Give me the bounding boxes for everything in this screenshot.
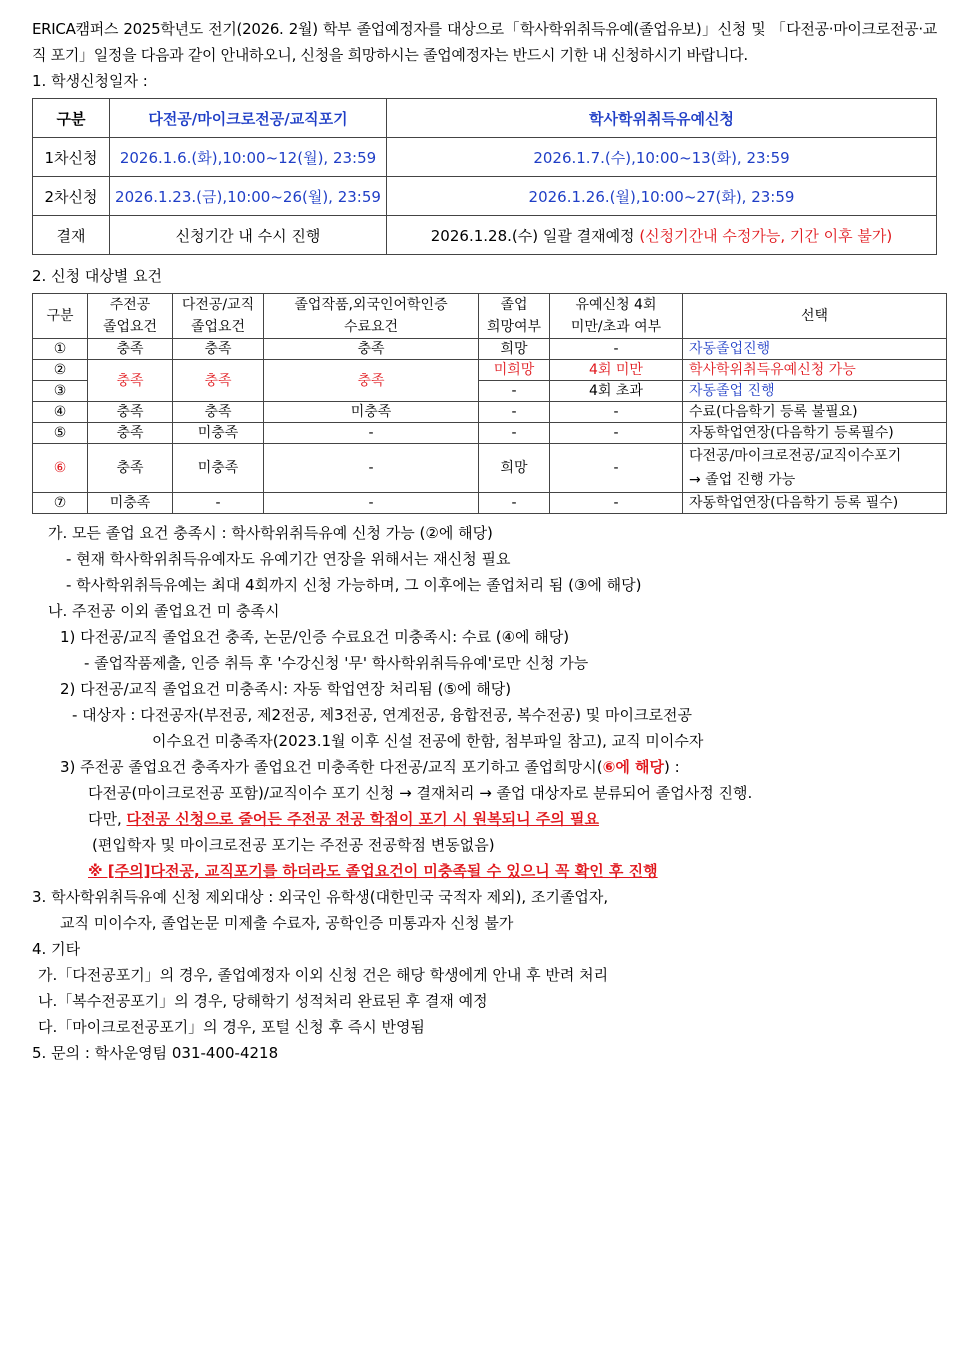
req-cell: 희망 bbox=[479, 339, 550, 360]
schedule-cell: 2026.1.6.(화),10:00~12(월), 23:59 bbox=[110, 138, 387, 177]
note-line: - 현재 학사학위취득유예자도 유예기간 연장을 위해서는 재신청 필요 bbox=[66, 550, 511, 568]
req-no: ⑥ bbox=[33, 444, 88, 493]
req-no: ② bbox=[33, 360, 88, 381]
req-header: 선택 bbox=[683, 294, 947, 339]
note-line: 이수요건 미충족자(2023.1월 이후 신설 전공에 한함, 첨부파일 참고), 교직 미이수자 bbox=[152, 732, 704, 750]
section-4-item: 다.「마이크로전공포기」의 경우, 포털 신청 후 즉시 반영됨 bbox=[38, 1018, 425, 1036]
section-2-title: 2. 신청 대상별 요건 bbox=[32, 267, 163, 285]
section-1-title: 1. 학생신청일자 : bbox=[32, 72, 148, 90]
req-header: 졸업 희망여부 bbox=[479, 294, 550, 339]
req-cell-merged: 충족 bbox=[88, 360, 173, 402]
req-row bbox=[33, 493, 947, 514]
req-no: ④ bbox=[33, 402, 88, 423]
schedule-row-label: 1차신청 bbox=[33, 138, 110, 177]
req-cell: - bbox=[264, 493, 479, 514]
note-line: (편입학자 및 마이크로전공 포기는 주전공 전공학점 변동없음) bbox=[92, 836, 495, 854]
req-row bbox=[33, 423, 947, 444]
req-choice bbox=[683, 444, 947, 493]
req-choice: 자동졸업 진행 bbox=[683, 381, 947, 402]
req-cell-merged: 충족 bbox=[264, 360, 479, 402]
req-choice: 학사학위취득유예신청 가능 bbox=[683, 360, 947, 381]
req-cell: - bbox=[550, 402, 683, 423]
intro-paragraph: ERICA캠퍼스 2025학년도 전기(2026. 2월) 학부 졸업예정자를 대상으로「학사학위취득유예(졸업유보)」신청 및 「다전공·마이크로전공·교직 포기」일정을 다음과 같이 안내하오니, 신청을 희망하시는 졸업예정자는 반드시 기한 내 신청하시기 바랍니다. bbox=[32, 20, 937, 64]
req-no: ⑤ bbox=[33, 423, 88, 444]
req-row bbox=[33, 444, 947, 493]
schedule-row-label: 2차신청 bbox=[33, 177, 110, 216]
req-cell: 4회 미만 bbox=[550, 360, 683, 381]
schedule-row bbox=[33, 216, 937, 255]
note-line: - 학사학위취득유예는 최대 4회까지 신청 가능하며, 그 이후에는 졸업처리 됨 (③에 해당) bbox=[66, 576, 642, 594]
warning-credit-restore: 다전공 신청으로 줄어든 주전공 전공 학점이 포기 시 원복되니 주의 필요 bbox=[126, 810, 599, 828]
req-cell: - bbox=[550, 444, 683, 493]
schedule-row-label: 결재 bbox=[33, 216, 110, 255]
notice-document bbox=[32, 16, 937, 1066]
req-cell: 충족 bbox=[173, 339, 264, 360]
schedule-header: 학사학위취득유예신청 bbox=[387, 99, 937, 138]
req-cell: 충족 bbox=[88, 444, 173, 493]
section-3-line: 교직 미이수자, 졸업논문 미제출 수료자, 공학인증 미통과자 신청 불가 bbox=[60, 914, 514, 932]
warning-note: ※ [주의]다전공, 교직포기를 하더라도 졸업요건이 미충족될 수 있으니 꼭 확인 후 진행 bbox=[88, 862, 658, 880]
req-cell: 미충족 bbox=[264, 402, 479, 423]
requirements-table bbox=[32, 293, 947, 514]
note-line: - 대상자 : 다전공자(부전공, 제2전공, 제3전공, 연계전공, 융합전공, 복수전공) 및 마이크로전공 bbox=[72, 706, 692, 724]
req-choice-line: 다전공/마이크로전공/교직이수포기 bbox=[689, 448, 902, 464]
schedule-header-row bbox=[33, 99, 937, 138]
schedule-row bbox=[33, 138, 937, 177]
section-3-line: 3. 학사학위취득유예 신청 제외대상 : 외국인 유학생(대한민국 국적자 제외), 조기졸업자, bbox=[32, 888, 609, 906]
schedule-table bbox=[32, 98, 937, 255]
highlight-case6: ⑥에 해당 bbox=[602, 758, 665, 776]
note-line: 3) 주전공 졸업요건 충족자가 졸업요건 미충족한 다전공/교직 포기하고 졸업희망시(⑥에 해당) : bbox=[60, 758, 680, 776]
schedule-cell bbox=[387, 216, 937, 255]
req-cell: 충족 bbox=[88, 339, 173, 360]
note-line: 다전공(마이크로전공 포함)/교직이수 포기 신청 → 결재처리 → 졸업 대상자로 분류되어 졸업사정 진행. bbox=[88, 784, 753, 802]
req-cell: 미희망 bbox=[479, 360, 550, 381]
req-header: 구분 bbox=[33, 294, 88, 339]
req-header: 졸업작품,외국인어학인증 수료요건 bbox=[264, 294, 479, 339]
req-header-row bbox=[33, 294, 947, 339]
schedule-cell: 신청기간 내 수시 진행 bbox=[110, 216, 387, 255]
note-line: 나. 주전공 이외 졸업요건 미 충족시 bbox=[48, 602, 280, 620]
req-cell: 희망 bbox=[479, 444, 550, 493]
note-line: - 졸업작품제출, 인증 취득 후 '수강신청 '무' 학사학위취득유예'로만 신청 가능 bbox=[84, 654, 589, 672]
req-cell: 미충족 bbox=[88, 493, 173, 514]
req-cell: - bbox=[550, 493, 683, 514]
req-no: ③ bbox=[33, 381, 88, 402]
req-header: 유예신청 4회 미만/초과 여부 bbox=[550, 294, 683, 339]
req-row bbox=[33, 402, 947, 423]
schedule-header: 다전공/마이크로전공/교직포기 bbox=[110, 99, 387, 138]
req-cell: 충족 bbox=[88, 423, 173, 444]
req-cell: 충족 bbox=[88, 402, 173, 423]
notes-section bbox=[32, 520, 937, 1066]
req-cell: 미충족 bbox=[173, 444, 264, 493]
req-cell: - bbox=[479, 493, 550, 514]
note-line: 가. 모든 졸업 요건 충족시 : 학사학위취득유예 신청 가능 (②에 해당) bbox=[48, 524, 493, 542]
req-cell: 미충족 bbox=[173, 423, 264, 444]
req-no: ① bbox=[33, 339, 88, 360]
schedule-cell: 2026.1.7.(수),10:00~13(화), 23:59 bbox=[387, 138, 937, 177]
req-choice: 자동졸업진행 bbox=[683, 339, 947, 360]
section-4-item: 나.「복수전공포기」의 경우, 당해학기 성적처리 완료된 후 결재 예정 bbox=[38, 992, 488, 1010]
req-cell: 충족 bbox=[264, 339, 479, 360]
req-cell-merged: 충족 bbox=[173, 360, 264, 402]
section-5-contact: 5. 문의 : 학사운영팀 031-400-4218 bbox=[32, 1044, 279, 1062]
req-choice: 자동학업연장(다음학기 등록필수) bbox=[683, 423, 947, 444]
req-choice-line: → 졸업 진행 가능 bbox=[689, 472, 796, 488]
note-line: 1) 다전공/교직 졸업요건 충족, 논문/인증 수료요건 미충족시: 수료 (④에 해당) bbox=[60, 628, 570, 646]
req-header: 다전공/교직 졸업요건 bbox=[173, 294, 264, 339]
req-row bbox=[33, 360, 947, 381]
section-4-item: 가.「다전공포기」의 경우, 졸업예정자 이외 신청 건은 해당 학생에게 안내 후 반려 처리 bbox=[38, 966, 609, 984]
req-cell: - bbox=[479, 423, 550, 444]
req-cell: - bbox=[550, 423, 683, 444]
note-line: 2) 다전공/교직 졸업요건 미충족시: 자동 학업연장 처리됨 (⑤에 해당) bbox=[60, 680, 512, 698]
approval-date: 2026.1.28.(수) 일괄 결재예정 bbox=[430, 226, 640, 245]
schedule-cell: 2026.1.26.(월),10:00~27(화), 23:59 bbox=[387, 177, 937, 216]
req-cell: 4회 초과 bbox=[550, 381, 683, 402]
schedule-row bbox=[33, 177, 937, 216]
req-choice: 수료(다음학기 등록 불필요) bbox=[683, 402, 947, 423]
req-no: ⑦ bbox=[33, 493, 88, 514]
req-cell: - bbox=[173, 493, 264, 514]
req-cell: - bbox=[550, 339, 683, 360]
req-cell: - bbox=[479, 381, 550, 402]
req-cell: 충족 bbox=[173, 402, 264, 423]
req-header: 주전공 졸업요건 bbox=[88, 294, 173, 339]
req-cell: - bbox=[264, 423, 479, 444]
req-cell: - bbox=[264, 444, 479, 493]
schedule-header: 구분 bbox=[33, 99, 110, 138]
approval-note: (신청기간내 수정가능, 기간 이후 불가) bbox=[639, 226, 893, 245]
section-4-title: 4. 기타 bbox=[32, 940, 81, 958]
schedule-cell: 2026.1.23.(금),10:00~26(월), 23:59 bbox=[110, 177, 387, 216]
note-line: 다만, 다전공 신청으로 줄어든 주전공 전공 학점이 포기 시 원복되니 주의 필요 bbox=[88, 810, 599, 828]
req-cell: - bbox=[479, 402, 550, 423]
req-choice: 자동학업연장(다음학기 등록 필수) bbox=[683, 493, 947, 514]
req-row bbox=[33, 339, 947, 360]
